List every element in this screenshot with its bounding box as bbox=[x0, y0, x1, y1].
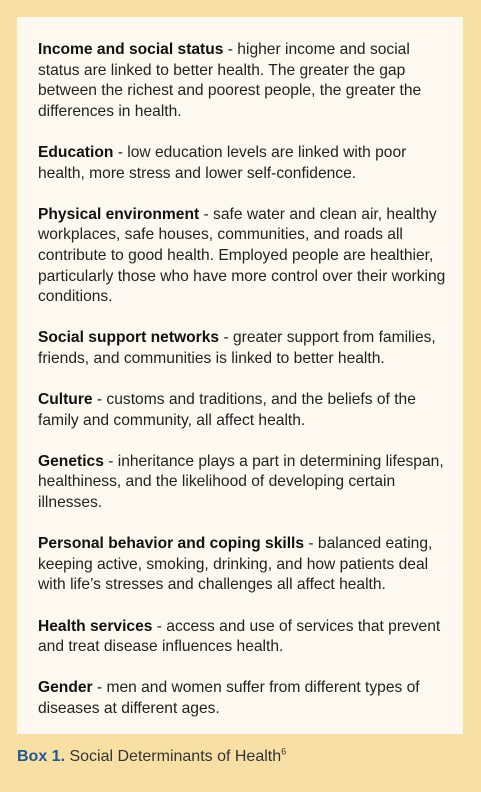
box-caption bbox=[17, 748, 286, 766]
entry-gender bbox=[38, 678, 449, 719]
entry-term: Gender bbox=[38, 679, 93, 697]
entry-term: Education bbox=[38, 143, 114, 161]
entry-physical-environment bbox=[38, 205, 449, 308]
caption-label: Box 1. bbox=[17, 748, 66, 765]
entry-text: - customs and traditions, and the beliefs of the family and community, all affect health. bbox=[38, 391, 416, 429]
entry-health-services bbox=[38, 617, 449, 658]
entry-text: - inheritance plays a part in determining lifespan, healthiness, and the likelihood of developing certain illnesses. bbox=[38, 452, 444, 512]
determinants-panel bbox=[17, 17, 463, 734]
entry-text: - access and use of services that prevent and treat disease influences health. bbox=[38, 617, 441, 656]
entry-text: - higher income and social status are linked to better health. The greater the gap between the richest and poorest people, the greater the differences in health. bbox=[38, 41, 422, 120]
entry-income bbox=[38, 40, 449, 122]
caption-reference: 6 bbox=[281, 746, 287, 757]
entry-term: Health services bbox=[38, 617, 153, 635]
entry-term: Social support networks bbox=[38, 329, 220, 347]
entry-term: Culture bbox=[38, 391, 93, 409]
entry-education bbox=[38, 143, 449, 184]
entry-text: - safe water and clean air, healthy workplaces, safe houses, communities, and roads all contribute to good health. Employed people are healthier, particularly those who have more control over their working conditions. bbox=[38, 205, 446, 306]
entry-term: Physical environment bbox=[38, 205, 200, 223]
entry-social-support bbox=[38, 328, 449, 369]
entry-genetics bbox=[38, 452, 449, 514]
entry-term: Income and social status bbox=[38, 41, 224, 58]
caption-title: Social Determinants of Health bbox=[65, 748, 282, 765]
entry-term: Personal behavior and coping skills bbox=[38, 535, 305, 553]
entry-term: Genetics bbox=[38, 452, 104, 470]
entry-text: - low education levels are linked with poor health, more stress and lower self-confidence. bbox=[38, 143, 407, 182]
entry-culture bbox=[38, 390, 449, 431]
entry-text: - greater support from families, friends, and communities is linked to better health. bbox=[38, 329, 436, 367]
entry-text: - balanced eating, keeping active, smoking, drinking, and how patients deal with life’s stresses and challenges all affect health. bbox=[38, 535, 433, 594]
entry-personal-behavior bbox=[38, 534, 449, 596]
entry-text: - men and women suffer from different types of diseases at different ages. bbox=[38, 679, 420, 717]
